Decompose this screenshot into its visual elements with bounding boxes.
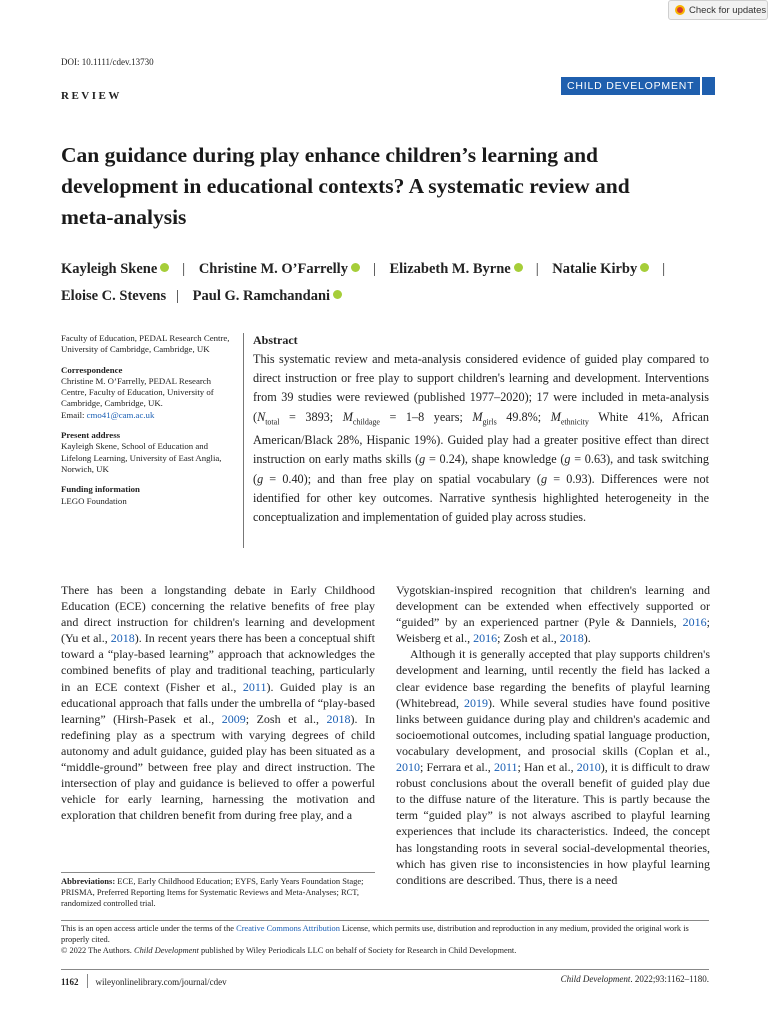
citation-link[interactable]: 2016 — [682, 615, 707, 630]
article-title: Can guidance during play enhance children’s learning and development in educational contexts? A systematic review and meta-analysis — [61, 143, 630, 229]
email-label: Email: — [61, 409, 85, 420]
funding-heading: Funding information — [61, 484, 140, 495]
paragraph: Although it is generally accepted that play supports children's development and learning, until recently the field has lacked a clear evidence base regarding the benefits of playful learning (Whitebread, 2019). While several studies have found positive links between guidance during play and children's academic and socioemotional outcomes, including spatial language production, vocabulary development, and prosocial skills (Coplan et al., 2010; Ferrara et al., 2011; Han et al., 2010), it is difficult to draw robust conclusions about the overall benefit of guided play due to the diffuse nature of the literature. This is partly because the term “guided play” is not always ascribed to playful learning experiences that include its characteristics. Indeed, the concept has longstanding roots in several social-developmental theories, which has given rise to inconsistencies in how playful learning conditions are described. Thus, there is a need — [396, 647, 711, 887]
correspondence-address: Christine M. O’Farrelly, PEDAL Research Centre, Faculty of Education, University of Cambridge, Cambridge, UK. — [61, 375, 214, 409]
author-separator: | — [176, 288, 180, 304]
author-name: Christine M. O’Farrelly — [198, 261, 348, 277]
check-for-updates-button[interactable] — [668, 0, 768, 20]
author-list — [61, 256, 721, 310]
check-for-updates-label: Check for updates — [689, 4, 767, 16]
present-address-text: Kayleigh Skene, School of Education and Lifelong Learning, University of East Anglia, Norwich, UK — [61, 441, 222, 474]
body-column-left: There has been a longstanding debate in Early Childhood Education (ECE) concerning the relative benefits of free play and direct instruction for children's learning and development (Yu et al., 2018). In recent years there has been a conceptual shift toward a “play-based learning” approach that acknowledges the combined benefits of play and traditional teaching, particularly in an ECE context (Fisher et al., 2011). Guided play is an educational approach that falls under the umbrella of “play-based learning” (Hirsh-Pasek et al., 2009; Zosh et al., 2018). In redefining play as a spectrum with varying degrees of child autonomy and adult guidance, guided play has been situated as a “middle-ground” between free play and direct instruction. The intersection of play and guidance is believed to offer a powerful vehicle for early learning, harnessing the motivation and exploration that children benefit from during free play, and a — [61, 583, 376, 823]
abstract-text: This systematic review and meta-analysis considered evidence of guided play compared to direct instruction or free play to support children's learning and development. Interventions from 39 studies were reviewed (published 1977–2020); 17 were included in meta-analysis ($N_{total} = 3893$; $M_{childage} = 1-8$ years; $M_{girls}$ 49.8%; $M_{ethnicity}$ White 41%, African American/Black 28%, Hispanic 19%). Guided play had a greater positive effect than direct instruction on early maths skills (g = 0.24), shape knowledge (g = 0.63), and task switching (g = 0.40); and than free play on spatial vocabulary (g = 0.93). Differences were not identified for other key outcomes. Narrative synthesis highlighted heterogeneity in the conceptualization and implementation of guided play across studies. — [253, 352, 709, 525]
citation-link[interactable]: 2011 — [493, 760, 518, 775]
affiliation: Faculty of Education, PEDAL Research Centre, University of Cambridge, Cambridge, UK — [61, 333, 230, 355]
author-separator: | — [662, 261, 666, 277]
author-separator: | — [182, 261, 186, 277]
orcid-icon[interactable] — [160, 263, 169, 272]
page-footer — [61, 974, 709, 988]
citation-link[interactable]: 2018 — [326, 711, 351, 726]
author-name: Paul G. Ramchandani — [192, 288, 331, 304]
update-badge-icon — [675, 5, 685, 15]
abstract-heading: Abstract — [253, 333, 298, 347]
orcid-icon[interactable] — [514, 263, 523, 272]
orcid-icon[interactable] — [640, 263, 649, 272]
orcid-icon[interactable] — [351, 263, 360, 272]
citation-link[interactable]: 2018 — [559, 631, 584, 646]
license-divider — [61, 920, 709, 921]
page-number: 1162 — [61, 977, 79, 987]
correspondence-text — [61, 376, 236, 421]
abbreviations-divider — [61, 872, 375, 873]
article-info-sidebar — [61, 333, 236, 507]
author-separator: | — [535, 261, 539, 277]
author-name: Kayleigh Skene — [61, 261, 158, 277]
citation-link[interactable]: 2019 — [463, 695, 488, 710]
license-note: This is an open access article under the terms of the Creative Commons Attribution License, which permits use, distribution and reproduction in any medium, provided the original work is properly cited. © 2022 The Authors. Child Development published by Wiley Periodicals LLC on behalf of Society for Research in Child Development. — [61, 924, 689, 955]
citation-link[interactable]: 2009 — [221, 711, 246, 726]
journal-badge-tab — [702, 77, 715, 95]
orcid-icon[interactable] — [333, 290, 342, 299]
correspondence-heading: Correspondence — [61, 364, 123, 375]
citation-link[interactable]: 2016 — [473, 631, 498, 646]
journal-citation: Child Development. 2022;93:1162–1180. — [560, 974, 709, 984]
license-link[interactable]: Creative Commons Attribution — [236, 924, 340, 933]
funding-text: LEGO Foundation — [61, 495, 127, 506]
email-link[interactable]: cmo41@cam.ac.uk — [86, 409, 155, 420]
citation-link[interactable]: 2010 — [396, 760, 420, 775]
journal-url[interactable]: wileyonlinelibrary.com/journal/cdev — [95, 977, 227, 987]
paragraph: Vygotskian-inspired recognition that children's learning and development can be extended when effectively supported or “guided” by an experienced partner (Pyle & Danniels, 2016; Weisberg et al., 2016; Zosh et al., 2018). — [396, 583, 710, 646]
sidebar-divider — [243, 333, 244, 548]
present-address-heading: Present address — [61, 430, 121, 441]
citation-link[interactable]: 2011 — [242, 679, 267, 694]
citation-link[interactable]: 2018 — [110, 631, 135, 646]
author-separator: | — [372, 261, 376, 277]
author-name: Elizabeth M. Byrne — [389, 261, 511, 277]
doi: DOI: 10.1111/cdev.13730 — [61, 57, 154, 67]
author-name: Natalie Kirby — [552, 261, 638, 277]
journal-badge-label: CHILD DEVELOPMENT — [561, 77, 700, 95]
author-name: Eloise C. Stevens — [61, 288, 167, 304]
section-label: REVIEW — [61, 90, 122, 102]
footer-divider — [61, 969, 709, 970]
journal-badge — [561, 77, 715, 95]
abbreviations-footnote: Abbreviations: ECE, Early Childhood Education; EYFS, Early Years Foundation Stage; PRISMA, Preferred Reporting Items for Systematic Reviews and Meta-Analyses; RCT, randomized controlled trial. — [61, 876, 364, 908]
body-column-right — [396, 582, 710, 888]
footer-separator — [87, 974, 88, 988]
citation-link[interactable]: 2010 — [576, 760, 601, 775]
